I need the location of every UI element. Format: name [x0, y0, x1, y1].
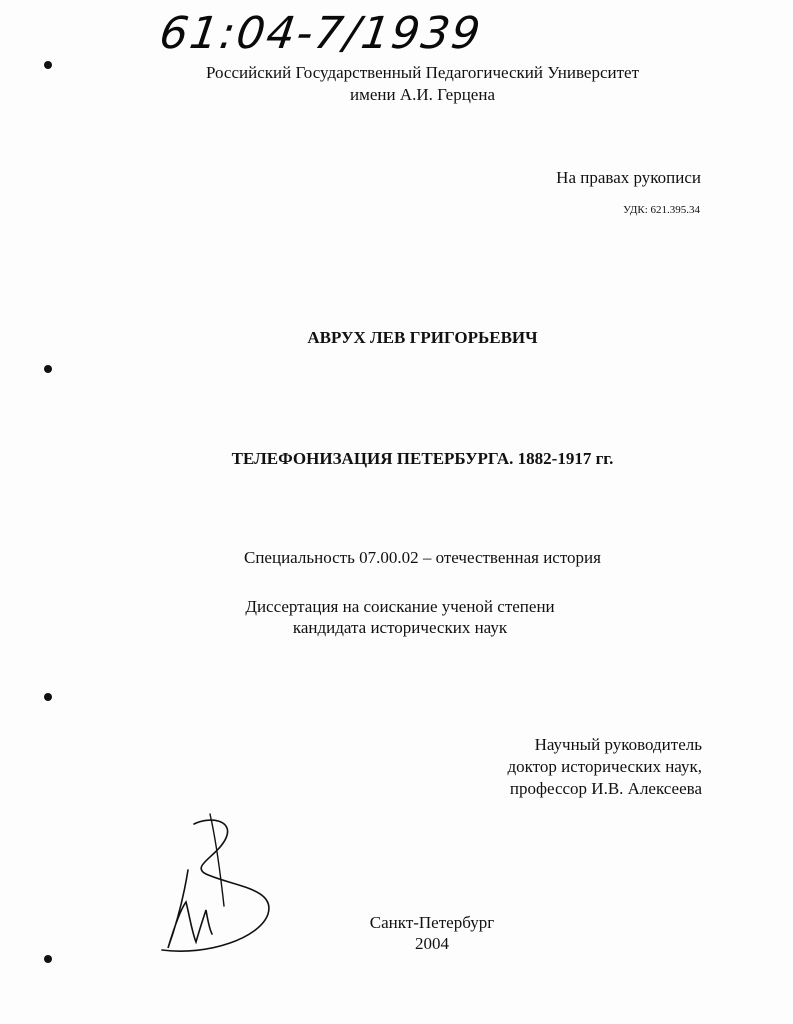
- archive-number-handwritten: 61:04-7/1939: [156, 8, 486, 59]
- handwritten-signature: [150, 810, 290, 960]
- university-heading: [0, 62, 793, 106]
- binder-hole: [44, 365, 52, 373]
- city: Санкт-Петербург: [369, 913, 495, 932]
- city-year-block: [367, 912, 497, 954]
- degree-line-2: кандидата исторических наук: [292, 618, 508, 637]
- author-name: АВРУХ ЛЕВ ГРИГОРЬЕВИЧ: [307, 328, 538, 347]
- binder-hole: [44, 955, 52, 963]
- university-named-after: имени А.И. Герцена: [349, 85, 495, 104]
- dissertation-title: ТЕЛЕФОНИЗАЦИЯ ПЕТЕРБУРГА. 1882-1917 гг.: [231, 449, 614, 468]
- supervisor-degree: доктор исторических наук,: [507, 757, 702, 776]
- supervisor-role: Научный руководитель: [534, 735, 702, 754]
- udk-code: УДК: 621.395.34: [623, 204, 700, 216]
- year: 2004: [415, 934, 449, 953]
- degree-line-1: Диссертация на соискание ученой степени: [245, 597, 555, 616]
- degree-statement: [0, 596, 793, 638]
- manuscript-rights: На правах рукописи: [556, 168, 701, 187]
- binder-hole: [44, 693, 52, 701]
- specialty: Специальность 07.00.02 – отечественная история: [244, 548, 601, 567]
- supervisor-name: профессор И.В. Алексеева: [509, 779, 702, 798]
- supervisor-block: [507, 734, 702, 800]
- university-name: Российский Государственный Педагогический Университет: [205, 63, 640, 82]
